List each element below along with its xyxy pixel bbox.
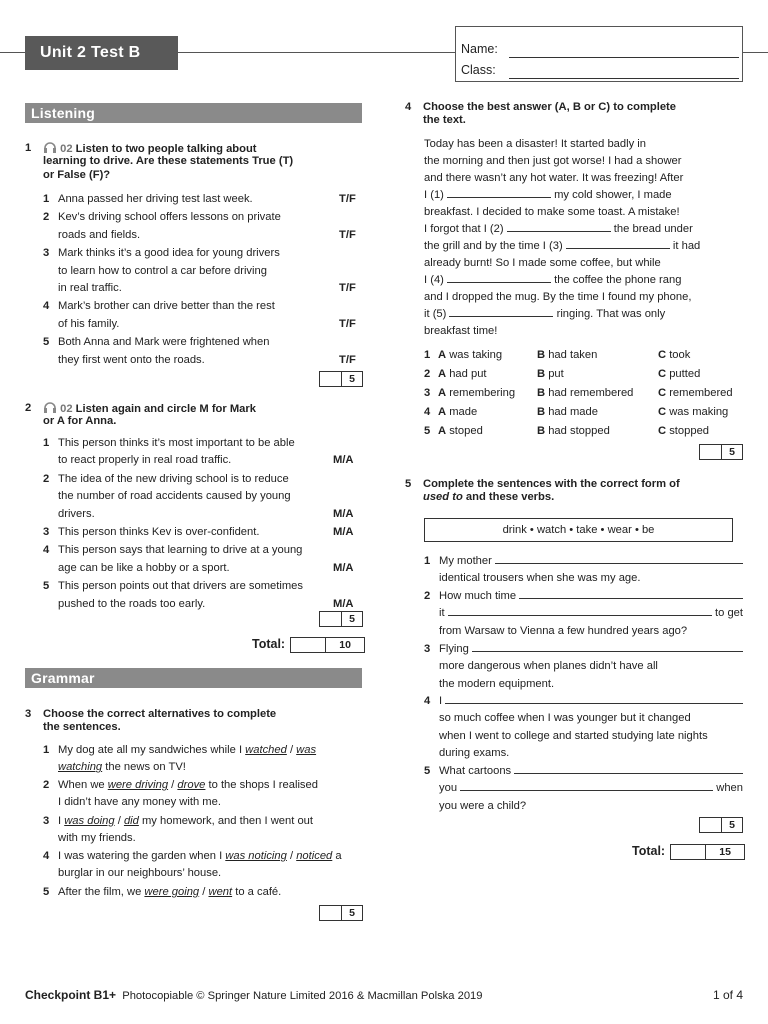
option-c[interactable]	[658, 365, 700, 384]
item-text: Mark thinks it’s a good idea for young drivers	[58, 247, 280, 260]
answer-choice[interactable]: M/A	[333, 526, 354, 538]
answer-choice[interactable]: M/A	[333, 507, 354, 520]
sentence-part: so much coffee when I was younger but it changed	[439, 712, 691, 725]
sentence-part: the news on TV!	[102, 761, 186, 774]
headphones-icon	[43, 402, 57, 413]
option-letter: A	[438, 387, 447, 399]
option-number: 5	[424, 425, 431, 437]
q5-used-to: used to	[423, 491, 463, 504]
item-number: 5	[43, 886, 50, 898]
option-number: 4	[424, 406, 431, 418]
q5-instruction-line2: and these verbs.	[462, 491, 555, 504]
q1-score-input[interactable]	[320, 372, 342, 386]
sentence-part: to a café.	[232, 886, 282, 898]
q4-text	[424, 136, 744, 340]
q4-score-box	[699, 444, 743, 460]
page-number: 1 of 4	[712, 988, 743, 1002]
q2-instruction-line1: Listen again and circle M for Mark	[75, 403, 256, 415]
gap-1[interactable]	[447, 187, 551, 198]
item-text: pushed to the roads too early.	[58, 597, 206, 610]
q4-text-line: Today has been a disaster! It started badly in	[424, 138, 647, 150]
option-b[interactable]	[537, 422, 610, 441]
answer-gap[interactable]	[495, 553, 743, 564]
item-text	[58, 777, 363, 812]
option-number: 1	[424, 349, 431, 361]
sentence-part: /	[199, 886, 209, 898]
headphones-icon	[43, 142, 57, 153]
q4-option-row	[424, 422, 744, 441]
listening-total-input[interactable]	[291, 638, 326, 652]
sentence-part: with my friends.	[58, 832, 136, 845]
item-number: 1	[43, 437, 50, 449]
item-number: 2	[43, 779, 50, 791]
q4-score-max: 5	[729, 446, 735, 458]
item-text: This person thinks Kev is over-confident.	[58, 526, 260, 538]
option-text: took	[669, 349, 691, 361]
q5-number: 5	[405, 478, 412, 490]
verb-box: drink • watch • take • wear • be	[424, 518, 733, 542]
item-number: 5	[424, 765, 431, 777]
option-letter: A	[438, 406, 447, 418]
grammar-total-max: 15	[719, 845, 731, 858]
sentence-part: more dangerous when planes didn’t have all	[439, 660, 658, 673]
gap-5[interactable]	[449, 306, 553, 317]
q2-score-max: 5	[349, 613, 355, 625]
answer-gap[interactable]	[445, 693, 743, 704]
item-number: 5	[43, 580, 50, 593]
item-number: 4	[43, 850, 50, 862]
alternative-option[interactable]: noticed	[296, 850, 333, 862]
item-line	[439, 658, 743, 675]
q4-text-line: and there wasn’t any hot water. It was freezing! After	[424, 172, 684, 184]
q4-option-row	[424, 346, 744, 365]
answer-choice[interactable]: M/A	[333, 597, 354, 610]
item-line	[439, 623, 743, 640]
sentence-part: a burglar in our neighbours’ house.	[58, 850, 342, 880]
option-text: putted	[669, 368, 701, 380]
answer-choice[interactable]: T/F	[339, 228, 356, 241]
item-line	[439, 745, 743, 762]
item-number: 1	[424, 555, 431, 567]
total-label: Total:	[632, 844, 666, 858]
q4-text-line: I (1) my cold shower, I made	[424, 189, 672, 201]
total-label: Total:	[252, 637, 286, 651]
q3-score-box	[319, 905, 363, 921]
item-number: 4	[43, 544, 50, 557]
sentence-part: After the film, we	[58, 886, 145, 898]
q3-instruction-line1: Choose the correct alternatives to complete	[43, 708, 277, 720]
option-letter: C	[658, 406, 667, 418]
item-number: 4	[43, 300, 50, 313]
q4-option-row	[424, 403, 744, 422]
alternative-option[interactable]: did	[123, 815, 139, 827]
q4-text-line: already burnt! So I made some coffee, but while	[424, 257, 661, 269]
item-number: 1	[43, 193, 50, 205]
option-letter: B	[537, 387, 546, 399]
option-b[interactable]	[537, 346, 597, 365]
sentence-part: I	[58, 815, 65, 827]
option-number: 2	[424, 368, 431, 380]
name-field[interactable]	[509, 46, 739, 58]
option-c[interactable]	[658, 384, 733, 403]
q4-text-line: I (4) the coffee the phone rang	[424, 274, 682, 286]
option-letter: B	[537, 406, 546, 418]
q4-text-line: I forgot that I (2) the bread under	[424, 223, 693, 235]
q4-number: 4	[405, 101, 412, 113]
item-number: 2	[424, 590, 431, 602]
option-text: stopped	[669, 425, 710, 437]
item-line	[439, 605, 743, 622]
option-letter: B	[537, 368, 546, 380]
option-text: remembered	[669, 387, 733, 399]
sentence-part: to get	[715, 607, 743, 620]
class-label: Class:	[461, 62, 496, 77]
item-text: of his family.	[58, 317, 120, 330]
q4-text-line: the grill and by the time I (3) it had	[424, 240, 701, 252]
sentence-part: I	[439, 695, 443, 707]
sentence-part: when	[716, 782, 743, 795]
item-text: Kev’s driving school offers lessons on private	[58, 211, 281, 224]
sentence-part: identical trousers when she was my age.	[439, 572, 641, 585]
q3-score-input[interactable]	[320, 906, 342, 920]
listening-total-max: 10	[339, 638, 351, 651]
q3-score-max: 5	[349, 907, 355, 919]
answer-choice[interactable]: T/F	[339, 193, 356, 205]
alternative-option[interactable]: drove	[177, 779, 206, 791]
alternative-option[interactable]: was doing	[64, 815, 115, 827]
answer-choice[interactable]: T/F	[339, 317, 356, 330]
item-number: 2	[43, 211, 50, 224]
option-letter: C	[658, 387, 667, 399]
answer-gap[interactable]	[472, 641, 743, 652]
option-b[interactable]	[537, 365, 564, 384]
q4-instruction-line1: Choose the best answer (A, B or C) to complete	[423, 101, 676, 113]
q3-number: 3	[25, 708, 32, 720]
sentence-part: My mother	[439, 555, 492, 567]
item-text: age can be like a hobby or a sport.	[58, 561, 230, 574]
q1-audio-track: 02	[60, 143, 73, 155]
option-text: had made	[548, 406, 598, 418]
gap-4[interactable]	[447, 272, 551, 283]
item-line	[439, 780, 743, 797]
item-text: Mark’s brother can drive better than the rest	[58, 300, 275, 313]
option-a[interactable]	[438, 384, 515, 403]
option-text: made	[449, 406, 478, 418]
sentence-part: you were a child?	[439, 799, 527, 812]
header-rule-right	[742, 52, 768, 53]
item-text: This person points out that drivers are sometimes	[58, 580, 303, 593]
item-line	[439, 676, 743, 693]
option-letter: A	[438, 368, 447, 380]
item-text	[58, 884, 363, 901]
item-text	[58, 742, 363, 777]
alternative-option[interactable]: was noticing	[225, 850, 287, 862]
option-b[interactable]	[537, 384, 633, 403]
sentence-part: the modern equipment.	[439, 677, 555, 690]
item-text	[58, 848, 363, 883]
option-text: had stopped	[548, 425, 610, 437]
sentence-part: When we	[58, 779, 108, 791]
footer-copyright: Photocopiable © Springer Nature Limited 2016 & Macmillan Polska 2019	[122, 990, 483, 1002]
footer	[25, 987, 743, 1005]
answer-choice[interactable]: T/F	[339, 281, 356, 294]
q1-instruction-line1: Listen to two people talking about	[75, 143, 257, 155]
sentence-part: during exams.	[439, 747, 510, 760]
sentence-part: Flying	[439, 643, 469, 655]
option-c[interactable]	[658, 346, 690, 365]
sentence-part: from Warsaw to Vienna a few hundred years ago?	[439, 624, 688, 637]
option-a[interactable]	[438, 365, 487, 384]
option-a[interactable]	[438, 403, 477, 422]
item-text: in real traffic.	[58, 281, 122, 294]
item-line	[439, 728, 743, 745]
item-number: 2	[43, 472, 50, 485]
option-c[interactable]	[658, 403, 728, 422]
q1-score-max: 5	[349, 373, 355, 385]
q2-instruction-line2: or A for Anna.	[43, 415, 117, 428]
item-number: 1	[43, 744, 50, 756]
item-text: roads and fields.	[58, 228, 141, 241]
grammar-total-input[interactable]	[671, 845, 706, 859]
option-a[interactable]	[438, 346, 502, 365]
footer-brand: Checkpoint B1+	[25, 988, 117, 1002]
item-number: 5	[43, 336, 50, 349]
item-text: to react properly in real road traffic.	[58, 454, 232, 467]
item-text: the number of road accidents caused by young	[58, 490, 291, 503]
q2-score-input[interactable]	[320, 612, 342, 626]
answer-gap[interactable]	[519, 588, 743, 599]
item-number: 3	[43, 815, 50, 827]
item-number: 3	[424, 643, 431, 655]
q5-score-max: 5	[729, 819, 735, 831]
option-letter: B	[537, 425, 546, 437]
item-number: 4	[424, 695, 431, 707]
alternative-option[interactable]: were going	[144, 886, 200, 898]
sentence-part: /	[114, 815, 124, 827]
option-text: had taken	[548, 349, 598, 361]
class-field[interactable]	[509, 67, 739, 79]
item-text: drivers.	[58, 507, 95, 520]
q2-score-box	[319, 611, 363, 627]
item-number: 3	[43, 247, 50, 260]
option-a[interactable]	[438, 422, 483, 441]
item-line	[439, 763, 743, 780]
item-number: 3	[43, 526, 50, 538]
section-listening: Listening	[25, 103, 362, 123]
item-line	[439, 553, 743, 570]
option-text: put	[548, 368, 564, 380]
q4-option-row	[424, 365, 744, 384]
option-text: was taking	[449, 349, 503, 361]
item-line	[439, 693, 743, 710]
grammar-total	[632, 843, 745, 860]
item-text: to learn how to control a car before driving	[58, 264, 267, 277]
name-label: Name:	[461, 41, 498, 56]
option-letter: C	[658, 368, 667, 380]
q1-instruction-line2: learning to drive. Are these statements True (T)	[43, 155, 294, 168]
section-grammar: Grammar	[25, 668, 362, 688]
option-letter: B	[537, 349, 546, 361]
sentence-part: when I went to college and started studying late nights	[439, 729, 708, 742]
answer-gap[interactable]	[460, 780, 713, 791]
sentence-part: What cartoons	[439, 765, 512, 777]
gap-3[interactable]	[566, 238, 670, 249]
name-class-box	[455, 26, 743, 82]
q4-text-line: the morning and then just got worse! I had a shower	[424, 155, 682, 167]
q5-score-input[interactable]	[700, 818, 722, 832]
item-text: they first went onto the roads.	[58, 353, 205, 366]
sentence-part: How much time	[439, 590, 517, 602]
q1-score-box	[319, 371, 363, 387]
sentence-part: it	[439, 607, 445, 620]
q1-instruction-line3: or False (F)?	[43, 168, 111, 181]
option-letter: A	[438, 425, 447, 437]
option-text: remembering	[449, 387, 516, 399]
option-letter: A	[438, 349, 447, 361]
q4-text-line: and I dropped the mug. By the time I found my phone,	[424, 291, 692, 303]
item-text: This person thinks it’s most important to be able	[58, 437, 295, 449]
gap-2[interactable]	[507, 221, 611, 232]
sentence-part: /	[286, 744, 297, 756]
option-letter: C	[658, 425, 667, 437]
q3-instruction-line2: the sentences.	[43, 721, 121, 734]
answer-gap[interactable]	[514, 763, 743, 774]
item-text: The idea of the new driving school is to reduce	[58, 472, 289, 485]
option-number: 3	[424, 387, 431, 399]
option-text: had remembered	[548, 387, 634, 399]
q4-text-line: it (5) ringing. That was only	[424, 308, 666, 320]
item-text: This person says that learning to drive at a young	[58, 544, 303, 557]
sentence-part: I didn’t have any money with me.	[58, 796, 221, 809]
answer-choice[interactable]: M/A	[333, 454, 354, 467]
option-text: had put	[449, 368, 487, 380]
q4-text-line: breakfast. I decided to make some toast. A mistake!	[424, 206, 680, 218]
item-line	[439, 588, 743, 605]
item-line	[439, 641, 743, 658]
answer-choice[interactable]: M/A	[333, 561, 354, 574]
sentence-part: /	[286, 850, 297, 862]
item-text	[58, 813, 363, 848]
listening-total	[252, 636, 365, 653]
q4-option-row	[424, 384, 744, 403]
answer-choice[interactable]: T/F	[339, 353, 356, 366]
q1-number: 1	[25, 142, 32, 154]
sentence-part: to the shops I realised	[205, 779, 318, 791]
option-text: stoped	[449, 425, 483, 437]
sentence-part: /	[168, 779, 178, 791]
option-c[interactable]	[658, 422, 709, 441]
item-line	[439, 570, 743, 587]
sentence-part: you	[439, 782, 458, 795]
q4-score-input[interactable]	[700, 445, 722, 459]
option-text: was making	[669, 406, 729, 418]
q2-audio-track: 02	[60, 403, 73, 415]
alternative-option[interactable]: watched	[245, 744, 287, 756]
alternative-option[interactable]: were driving	[107, 779, 169, 791]
sentence-part: My dog ate all my sandwiches while I	[58, 744, 246, 756]
sentence-part: my homework, and then I went out	[138, 815, 313, 827]
q5-instruction-line1: Complete the sentences with the correct form of	[423, 478, 680, 490]
item-text: Anna passed her driving test last week.	[58, 193, 253, 205]
option-letter: C	[658, 349, 667, 361]
q5-score-box	[699, 817, 743, 833]
unit-title: Unit 2 Test B	[25, 36, 178, 70]
answer-gap[interactable]	[448, 605, 712, 616]
option-b[interactable]	[537, 403, 598, 422]
q4-text-line: breakfast time!	[424, 325, 498, 337]
alternative-option[interactable]: was watching	[58, 744, 317, 774]
item-line	[439, 798, 743, 815]
item-text: Both Anna and Mark were frightened when	[58, 336, 270, 349]
item-line	[439, 710, 743, 727]
q4-options	[424, 346, 744, 441]
q2-number: 2	[25, 402, 32, 414]
sentence-part: I was watering the garden when I	[58, 850, 226, 862]
alternative-option[interactable]: went	[208, 886, 233, 898]
q4-instruction-line2: the text.	[423, 114, 466, 127]
